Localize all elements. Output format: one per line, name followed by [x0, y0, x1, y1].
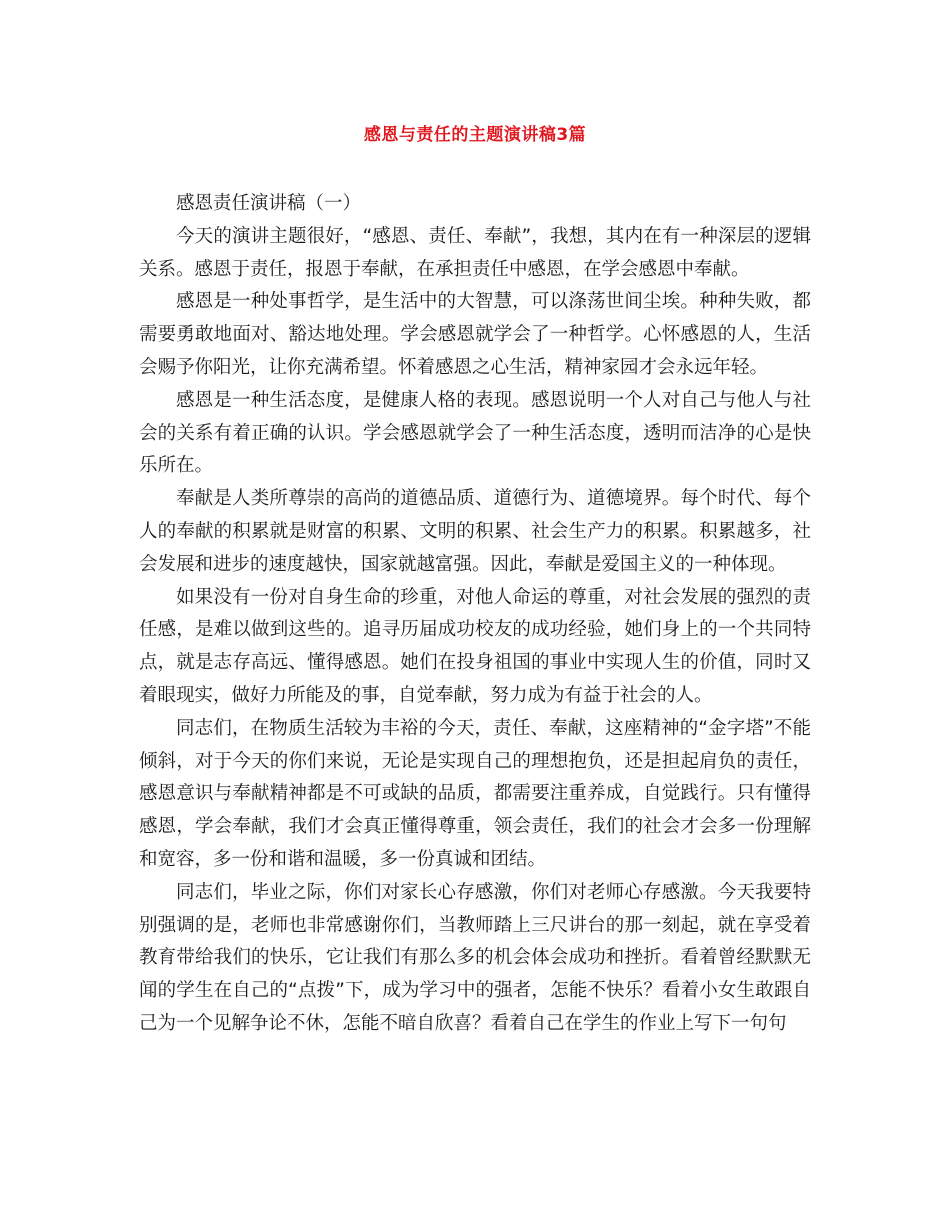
document-title: 感恩与责任的主题演讲稿3篇	[363, 125, 587, 145]
paragraph: 同志们，毕业之际，你们对家长心存感激，你们对老师心存感激。今天我要特别强调的是，老师也非常感谢你们，当教师踏上三尺讲台的那一刻起，就在享受着教育带给我们的快乐，它让我们有那么多的机会体会成功和挫折。看着曾经默默无闻的学生在自己的“点拨”下，成为学习中的强者，怎能不快乐？看着小女生敢跟自己为一个见解争论不休，怎能不暗自欣喜？看着自己在学生的作业上写下一句句	[139, 881, 811, 1034]
section-heading: 感恩责任演讲稿（一）	[176, 193, 362, 214]
document-body	[139, 188, 811, 1041]
paragraph: 感恩是一种生活态度，是健康人格的表现。感恩说明一个人对自己与他人与社会的关系有着正确的认识。学会感恩就学会了一种生活态度，透明而洁净的心是快乐所在。	[139, 389, 811, 477]
paragraph: 今天的演讲主题很好，“感恩、责任、奉献”，我想，其内在有一种深层的逻辑关系。感恩于责任，报恩于奉献，在承担责任中感恩，在学会感恩中奉献。	[139, 225, 811, 280]
paragraph: 奉献是人类所尊崇的高尚的道德品质、道德行为、道德境界。每个时代、每个人的奉献的积累就是财富的积累、文明的积累、社会生产力的积累。积累越多，社会发展和进步的速度越快，国家就越富强。因此，奉献是爱国主义的一种体现。	[139, 488, 811, 575]
paragraph: 如果没有一份对自身生命的珍重，对他人命运的尊重，对社会发展的强烈的责任感，是难以做到这些的。追寻历届成功校友的成功经验，她们身上的一个共同特点，就是志存高远、懂得感恩。她们在投身祖国的事业中实现人生的价值，同时又着眼现实，做好力所能及的事，自觉奉献，努力成为有益于社会的人。	[139, 586, 811, 706]
paragraph: 同志们，在物质生活较为丰裕的今天，责任、奉献，这座精神的“金字塔”不能倾斜，对于今天的你们来说，无论是实现自己的理想抱负，还是担起肩负的责任，感恩意识与奉献精神都是不可或缺的品质，都需要注重养成，自觉践行。只有懂得感恩，学会奉献，我们才会真正懂得尊重，领会责任，我们的社会才会多一份理解和宽容，多一份和谐和温暖，多一份真诚和团结。	[139, 717, 811, 870]
paragraph: 感恩是一种处事哲学，是生活中的大智慧，可以涤荡世间尘埃。种种失败，都需要勇敢地面对、豁达地处理。学会感恩就学会了一种哲学。心怀感恩的人，生活会赐予你阳光，让你充满希望。怀着感恩之心生活，精神家园才会永远年轻。	[139, 291, 811, 378]
